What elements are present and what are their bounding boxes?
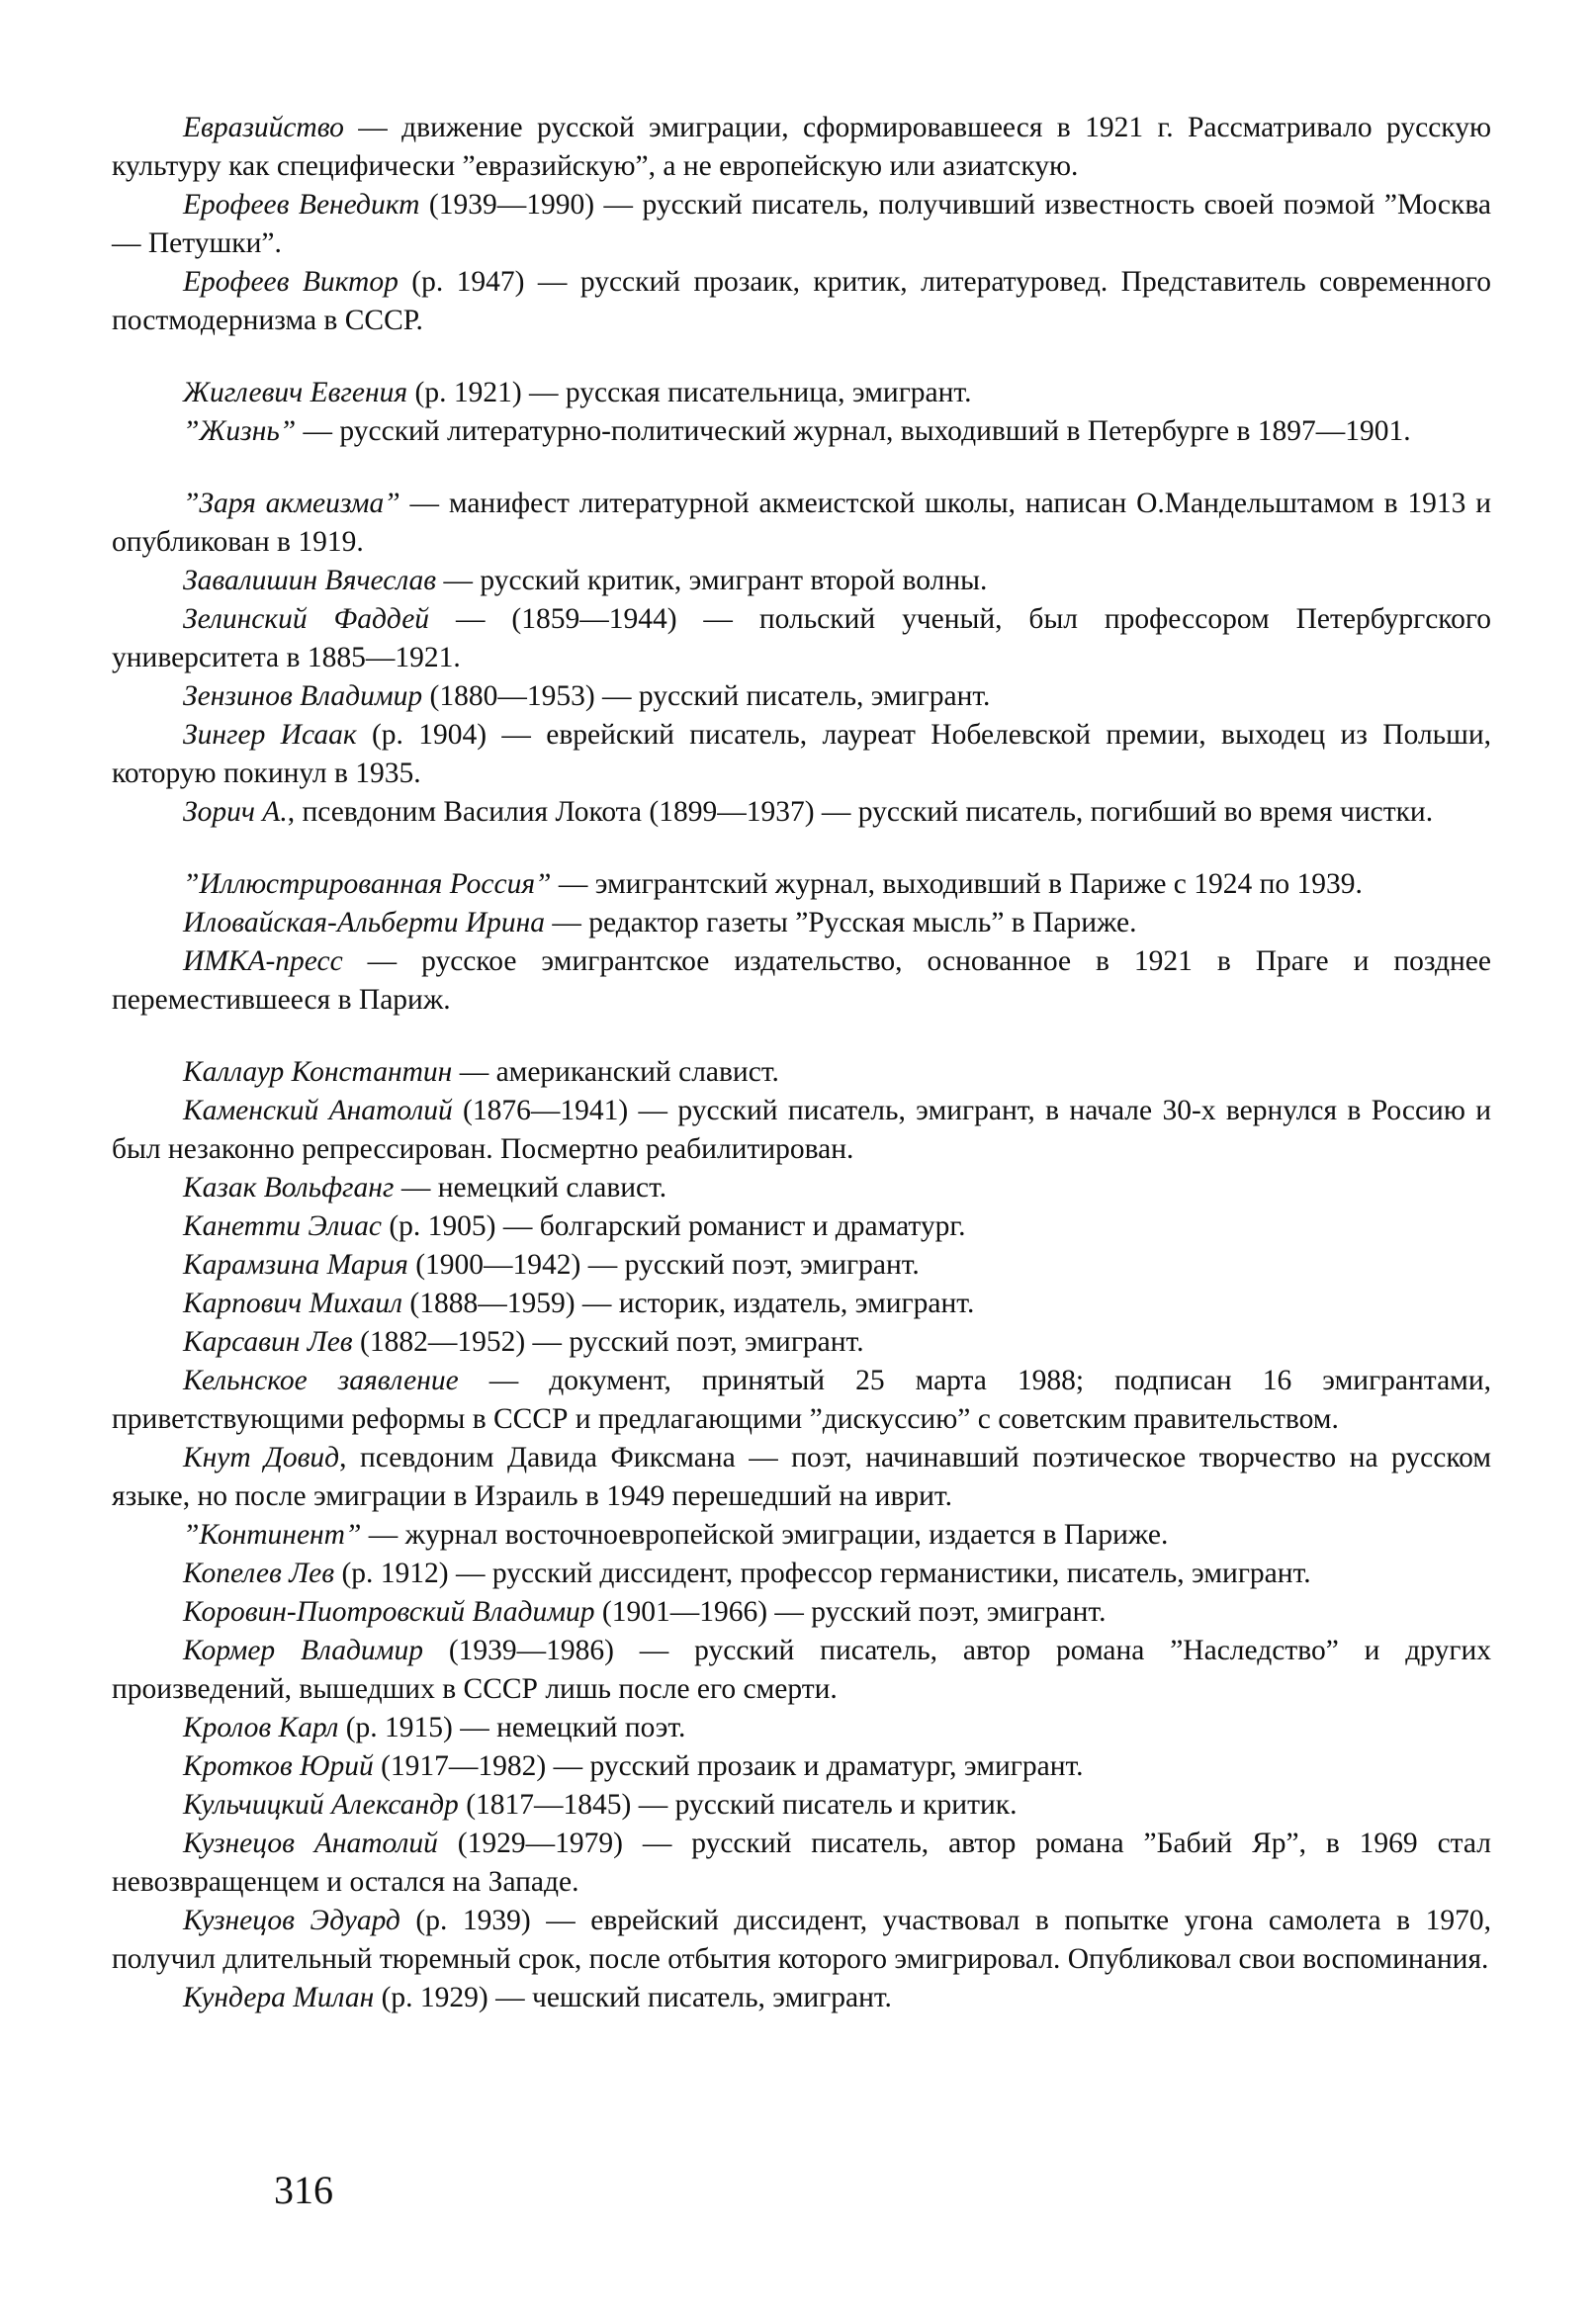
entry-term: Кундера Милан: [183, 1982, 375, 2013]
entry-text: (1939—1990) — русский писатель, получивший известность своей поэмой ”Москва — Петушки”.: [112, 189, 1491, 259]
entry-term: ”Заря акмеизма”: [183, 488, 400, 519]
group-spacer: [112, 340, 1491, 374]
entry-text: — эмигрантский журнал, выходивший в Париже с 1924 по 1939.: [551, 868, 1363, 900]
group-spacer: [112, 832, 1491, 865]
entry-text: — манифест литературной акмеистской школы, написан О.Мандельштамом в 1913 и опубликован в 1919.: [112, 488, 1491, 558]
entry-text: — редактор газеты ”Русская мысль” в Париже.: [545, 907, 1137, 938]
entry-term: Зелинский Фаддей: [183, 603, 430, 635]
glossary-entry: [112, 562, 1491, 600]
entry-text: (р. 1912) — русский диссидент, профессор германистики, писатель, эмигрант.: [334, 1558, 1311, 1589]
glossary-entry: [112, 1439, 1491, 1516]
glossary-entry: [112, 793, 1491, 832]
glossary-entry: [112, 1786, 1491, 1825]
entry-text: (1929—1979) — русский писатель, автор романа ”Бабий Яр”, в 1969 стал невозвращенцем и остался на Западе.: [112, 1828, 1491, 1898]
glossary-entry: [112, 1632, 1491, 1709]
entry-term: Ерофеев Венедикт: [183, 189, 420, 221]
entry-term: ”Жизнь”: [183, 415, 297, 447]
entry-text: (1888—1959) — историк, издатель, эмигрант.: [402, 1288, 975, 1319]
entry-term: Завалишин Вячеслав: [183, 565, 437, 596]
entry-text: (1880—1953) — русский писатель, эмигрант.: [422, 680, 991, 712]
glossary-entry: [112, 1053, 1491, 1092]
glossary-entry: [112, 1593, 1491, 1632]
glossary-entry: [112, 1825, 1491, 1902]
entry-term: ”Иллюстрированная Россия”: [183, 868, 552, 900]
entry-term: ”Континент”: [183, 1519, 362, 1551]
glossary-entry: [112, 412, 1491, 451]
group-spacer: [112, 1020, 1491, 1053]
entry-text: (р. 1905) — болгарский романист и драматург.: [381, 1210, 966, 1242]
entry-term: Кельнское заявление: [183, 1365, 459, 1396]
glossary-entry: [112, 109, 1491, 186]
entry-term: Карпович Михаил: [183, 1288, 402, 1319]
entry-text: (р. 1947) — русский прозаик, критик, литературовед. Представитель современного постмодернизма в СССР.: [112, 266, 1491, 336]
letter-group-zh: [112, 374, 1491, 451]
entry-text: (р. 1904) — еврейский писатель, лауреат Нобелевской премии, выходец из Польши, которую покинул в 1935.: [112, 719, 1492, 789]
entry-term: Кротков Юрий: [183, 1750, 374, 1782]
glossary-entry: [112, 1979, 1491, 2017]
entry-term: Каллаур Константин: [183, 1056, 453, 1088]
entry-text: (1917—1982) — русский прозаик и драматург, эмигрант.: [373, 1750, 1084, 1782]
glossary-entry: [112, 1516, 1491, 1555]
entry-text: — русское эмигрантское издательство, основанное в 1921 в Праге и позднее переместившееся в Париж.: [112, 945, 1491, 1016]
glossary-entry: [112, 1555, 1491, 1593]
entry-term: ИМКА-пресс: [183, 945, 343, 977]
entry-text: (р. 1915) — немецкий поэт.: [338, 1712, 686, 1743]
glossary-entry: [112, 677, 1491, 716]
entry-term: Зензинов Владимир: [183, 680, 423, 712]
glossary-entry: [112, 942, 1491, 1020]
entry-term: Коровин-Пиотровский Владимир: [183, 1596, 595, 1628]
entry-term: Кузнецов Эдуард: [183, 1905, 400, 1936]
entry-term: Кролов Карл: [183, 1712, 339, 1743]
letter-group-i: [112, 865, 1491, 1020]
entry-text: , псевдоним Давида Фиксмана — поэт, начинавший поэтическое творчество на русском языке, но после эмиграции в Израиль в 1949 перешедший на иврит.: [112, 1442, 1492, 1512]
glossary-entry: [112, 716, 1491, 793]
entry-term: Жиглевич Евгения: [183, 377, 408, 408]
entry-text: (р. 1921) — русская писательница, эмигрант.: [407, 377, 972, 408]
entry-text: — русский критик, эмигрант второй волны.: [436, 565, 988, 596]
glossary-entry: [112, 1285, 1491, 1323]
glossary-entry: [112, 485, 1491, 562]
glossary-entry: [112, 865, 1491, 904]
entry-term: Зингер Исаак: [183, 719, 357, 751]
entry-term: Иловайская-Альберти Ирина: [183, 907, 546, 938]
entry-text: (1901—1966) — русский поэт, эмигрант.: [594, 1596, 1107, 1628]
glossary-entry: [112, 1323, 1491, 1362]
glossary-entry: [112, 1169, 1491, 1207]
letter-group-e: [112, 109, 1491, 340]
glossary-entry: [112, 186, 1491, 263]
entry-text: (1817—1845) — русский писатель и критик.: [458, 1789, 1018, 1821]
entry-text: — документ, принятый 25 марта 1988; подписан 16 эмигрантами, приветствующими реформы в СССР и предлагающими ”дискуссию” с советским правительством.: [112, 1365, 1491, 1435]
entry-term: Кузнецов Анатолий: [183, 1828, 438, 1859]
entry-text: (р. 1929) — чешский писатель, эмигрант.: [374, 1982, 892, 2013]
group-spacer: [112, 451, 1491, 485]
entry-term: Кнут Довид: [183, 1442, 340, 1473]
entry-text: (р. 1939) — еврейский диссидент, участвовал в попытке угона самолета в 1970, получил длительный тюремный срок, после отбытия которого эмигрировал. Опубликовал свои воспоминания.: [112, 1905, 1491, 1975]
entry-term: Кульчицкий Александр: [183, 1789, 459, 1821]
entry-term: Карсавин Лев: [183, 1326, 353, 1358]
glossary-entry: [112, 600, 1491, 677]
glossary-entry: [112, 1747, 1491, 1786]
glossary-page: [112, 109, 1491, 2017]
entry-term: Канетти Элиас: [183, 1210, 382, 1242]
entry-text: — (1859—1944) — польский ученый, был профессором Петербургского университета в 1885—1921.: [112, 603, 1491, 673]
entry-text: (1876—1941) — русский писатель, эмигрант, в начале 30-х вернулся в Россию и был незаконно репрессирован. Посмертно реабилитирован.: [112, 1095, 1491, 1165]
entry-text: — русский литературно-политический журнал, выходивший в Петербурге в 1897—1901.: [296, 415, 1411, 447]
glossary-entry: [112, 1902, 1491, 1979]
entry-term: Казак Вольфганг: [183, 1172, 395, 1204]
letter-group-z: [112, 485, 1491, 832]
entry-term: Ерофеев Виктор: [183, 266, 399, 298]
entry-text: — журнал восточноевропейской эмиграции, издается в Париже.: [361, 1519, 1169, 1551]
entry-text: (1939—1986) — русский писатель, автор романа ”Наследство” и других произведений, вышедших в СССР лишь после его смерти.: [112, 1635, 1491, 1705]
entry-text: — движение русской эмиграции, сформировавшееся в 1921 г. Рассматривало русскую культуру как специфически ”евразийскую”, а не европейскую или азиатскую.: [112, 112, 1491, 182]
entry-text: , псевдоним Василия Локота (1899—1937) — русский писатель, погибший во время чистки.: [287, 796, 1434, 828]
glossary-entry: [112, 1207, 1491, 1246]
glossary-entry: [112, 1246, 1491, 1285]
entry-text: (1882—1952) — русский поэт, эмигрант.: [352, 1326, 864, 1358]
entry-text: — американский славист.: [452, 1056, 779, 1088]
entry-term: Карамзина Мария: [183, 1249, 408, 1281]
entry-term: Зорич А.: [183, 796, 288, 828]
glossary-entry: [112, 904, 1491, 942]
glossary-entry: [112, 263, 1491, 340]
letter-group-k: [112, 1053, 1491, 2017]
glossary-entry: [112, 1362, 1491, 1439]
entry-term: Кормер Владимир: [183, 1635, 423, 1666]
page-number: 316: [274, 2168, 333, 2212]
entry-term: Евразийство: [183, 112, 344, 143]
entry-text: (1900—1942) — русский поэт, эмигрант.: [407, 1249, 920, 1281]
glossary-entry: [112, 374, 1491, 412]
entry-text: — немецкий славист.: [394, 1172, 667, 1204]
entry-term: Каменский Анатолий: [183, 1095, 453, 1126]
glossary-entry: [112, 1092, 1491, 1169]
entry-term: Копелев Лев: [183, 1558, 335, 1589]
glossary-entry: [112, 1709, 1491, 1747]
